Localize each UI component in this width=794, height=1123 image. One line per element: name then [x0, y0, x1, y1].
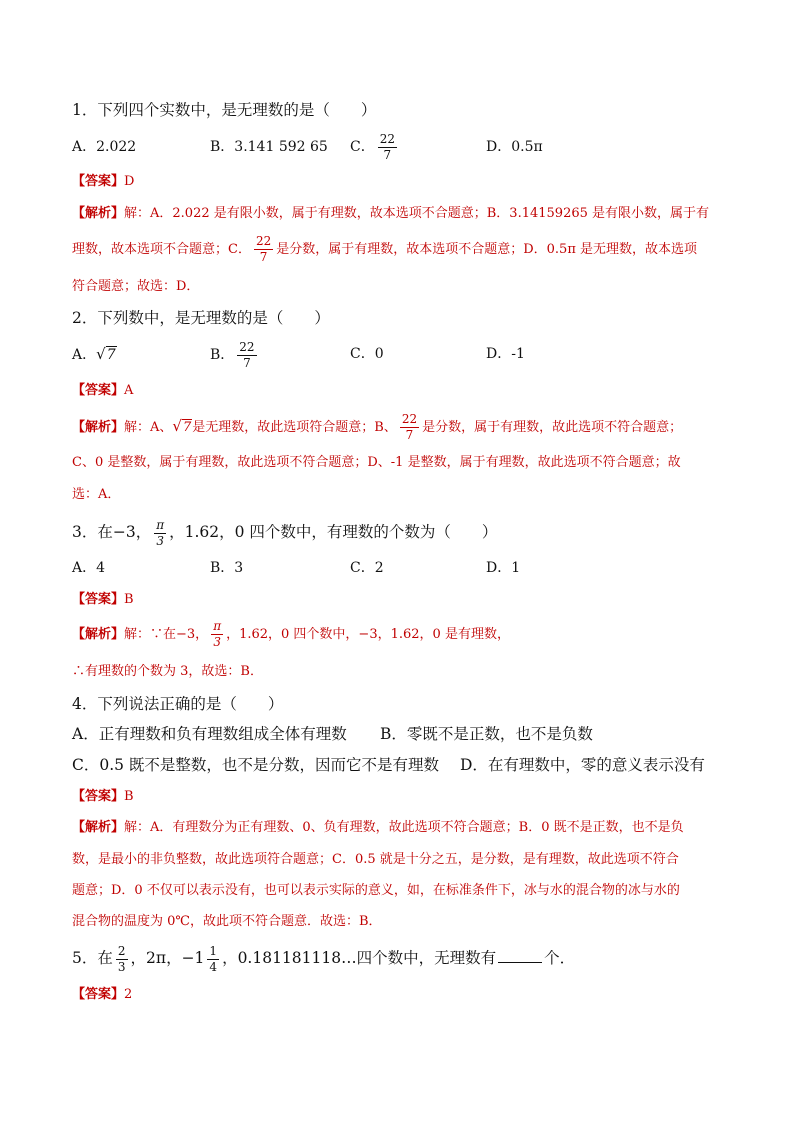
- q2-option-a: [72, 344, 117, 365]
- q5-answer: [72, 985, 132, 1005]
- q4-option-c: C．0.5 既不是整数，也不是分数，因而它不是有理数: [72, 756, 439, 774]
- q3-stem-fraction: [154, 518, 166, 549]
- fraction-numerator: 22: [239, 339, 255, 354]
- explanation-text: 理数，故本选项不合题意；C．: [72, 242, 251, 257]
- q4-option-d: D．在有理数中，零的意义表示没有: [460, 756, 705, 774]
- explanation-tag: 【解析】: [72, 627, 125, 642]
- q2-option-c: C．0: [350, 346, 384, 362]
- q1-option-c-fraction: [378, 132, 397, 163]
- q5-fraction-one-quarter: [207, 944, 219, 975]
- q3-explanation-line-2: ∴有理数的个数为 3，故选：B．: [72, 664, 263, 679]
- q2-answer: [72, 381, 133, 401]
- explanation-text: 解：A、: [124, 420, 173, 435]
- answer-tag: 【答案】: [72, 174, 125, 189]
- explanation-text: 是无理数，故此选项符合题意；B、: [192, 420, 397, 435]
- answer-tag: 【答案】: [72, 592, 125, 607]
- stem-text: ，0.181181118…四个数中，无理数有: [222, 949, 497, 967]
- q1-option-b: B．3.141 592 65: [210, 139, 328, 155]
- answer-blank: [498, 962, 542, 963]
- answer-value: A: [124, 383, 134, 398]
- q1-explanation-line-3: 符合题意；故选：D．: [72, 279, 200, 294]
- sqrt-symbol: √7: [172, 417, 192, 435]
- q4-explanation-line-4: 混合物的温度为 0℃，故此项不符合题意．故选：B．: [72, 914, 382, 929]
- fraction-numerator: 22: [255, 234, 272, 248]
- explanation-tag: 【解析】: [72, 820, 125, 835]
- answer-tag: 【答案】: [72, 987, 125, 1002]
- q2-option-b-label: B．: [210, 347, 235, 363]
- q5-fraction-two-thirds: [116, 944, 128, 975]
- answer-value: 2: [124, 987, 133, 1002]
- q3-explanation-line-1: [72, 617, 510, 653]
- q3-option-b: B．3: [210, 560, 244, 576]
- q1-option-a: A．2.022: [72, 139, 137, 155]
- q2-option-d: D．-1: [486, 346, 525, 362]
- fraction-denominator: 7: [383, 147, 392, 162]
- fraction-denominator: 7: [259, 250, 268, 264]
- radicand: 7: [106, 347, 116, 363]
- answer-value: B: [124, 789, 134, 804]
- q3-stem: [72, 514, 497, 550]
- stem-text: ，1.62，0 四个数中，有理数的个数为（ ）: [169, 523, 498, 541]
- explanation-text: ，1.62，0 四个数中，−3，1.62，0 是有理数，: [226, 627, 510, 642]
- fraction-numerator: π: [213, 619, 222, 633]
- fraction-numerator: 2: [117, 943, 126, 958]
- stem-text: 个．: [544, 949, 576, 967]
- q2-option-b-fraction: [237, 340, 256, 371]
- q1-option-c: [350, 128, 400, 166]
- q2-option-b: [210, 336, 260, 374]
- q4-option-a: A．正有理数和负有理数组成全体有理数: [72, 725, 347, 743]
- stem-text: 5．在: [72, 949, 113, 967]
- q2-stem: 2．下列数中，是无理数的是（ ）: [72, 309, 330, 327]
- answer-tag: 【答案】: [72, 383, 125, 398]
- q1-explanation-line-1: [72, 204, 709, 224]
- explanation-fraction: [400, 412, 419, 443]
- q3-option-a: A．4: [72, 560, 106, 576]
- explanation-text: 是分数，属于有理数，故本选项不合题意；D．0.5π 是无理数，故本选项: [276, 242, 698, 257]
- fraction-denominator: 3: [213, 635, 221, 649]
- explanation-fraction: [211, 619, 223, 650]
- q1-answer: [72, 172, 134, 192]
- stem-text: 3．在−3，: [72, 523, 152, 541]
- q1-stem: 1．下列四个实数中，是无理数的是（ ）: [72, 101, 377, 119]
- q4-option-b: B．零既不是正数，也不是负数: [380, 725, 593, 743]
- q1-explanation-line-2: [72, 232, 697, 268]
- answer-value: D: [124, 174, 135, 189]
- answer-value: B: [124, 592, 134, 607]
- fraction-denominator: 7: [405, 428, 414, 442]
- explanation-fraction: [254, 234, 273, 265]
- q4-explanation-line-1: [72, 818, 684, 838]
- q4-answer: [72, 787, 134, 807]
- q2-option-a-label: A．: [72, 347, 97, 363]
- q1-option-c-label: C．: [350, 139, 375, 155]
- stem-text: ，2π，−1: [130, 949, 205, 967]
- q2-explanation-line-2: C、0 是整数，属于有理数，故此选项不符合题意；D、-1 是整数，属于有理数，故此选项不符合题意；故: [72, 455, 681, 470]
- q3-option-d: D．1: [486, 560, 521, 576]
- fraction-denominator: 3: [156, 533, 164, 548]
- fraction-numerator: 22: [379, 131, 395, 146]
- fraction-denominator: 7: [243, 355, 251, 370]
- answer-tag: 【答案】: [72, 789, 125, 804]
- q2-explanation-line-1: [72, 408, 682, 446]
- explanation-text: 解：∵在−3，: [124, 627, 209, 642]
- fraction-denominator: 4: [209, 959, 218, 974]
- q4-explanation-line-3: 题意；D．0 不仅可以表示没有，也可以表示实际的意义，如，在标准条件下，冰与水的混合物的冰与水的: [72, 883, 680, 898]
- fraction-numerator: π: [156, 517, 165, 532]
- q4-stem: 4．下列说法正确的是（ ）: [72, 695, 284, 713]
- explanation-text: 解：A．有理数分为正有理数、0、负有理数，故此选项不符合题意；B．0 既不是正数，也不是负: [124, 820, 684, 835]
- sqrt-symbol: √7: [96, 345, 116, 363]
- q2-explanation-line-3: 选：A．: [72, 487, 121, 502]
- q3-option-c: C．2: [350, 560, 384, 576]
- fraction-numerator: 22: [401, 412, 418, 426]
- explanation-text: 解：A．2.022 是有限小数，属于有理数，故本选项不合题意；B．3.14159265 是有限小数，属于有: [124, 206, 710, 221]
- radicand: 7: [182, 420, 192, 435]
- q4-explanation-line-2: 数，是最小的非负整数，故此选项符合题意；C．0.5 就是十分之五，是分数，是有理数，故此选项不符合: [72, 852, 679, 867]
- q3-answer: [72, 590, 134, 610]
- explanation-tag: 【解析】: [72, 420, 125, 435]
- fraction-denominator: 3: [117, 959, 126, 974]
- explanation-tag: 【解析】: [72, 206, 125, 221]
- explanation-text: 是分数，属于有理数，故此选项不符合题意；: [422, 420, 683, 435]
- q5-stem: [72, 940, 575, 976]
- fraction-numerator: 1: [209, 943, 218, 958]
- q1-option-d: D．0.5π: [486, 139, 543, 155]
